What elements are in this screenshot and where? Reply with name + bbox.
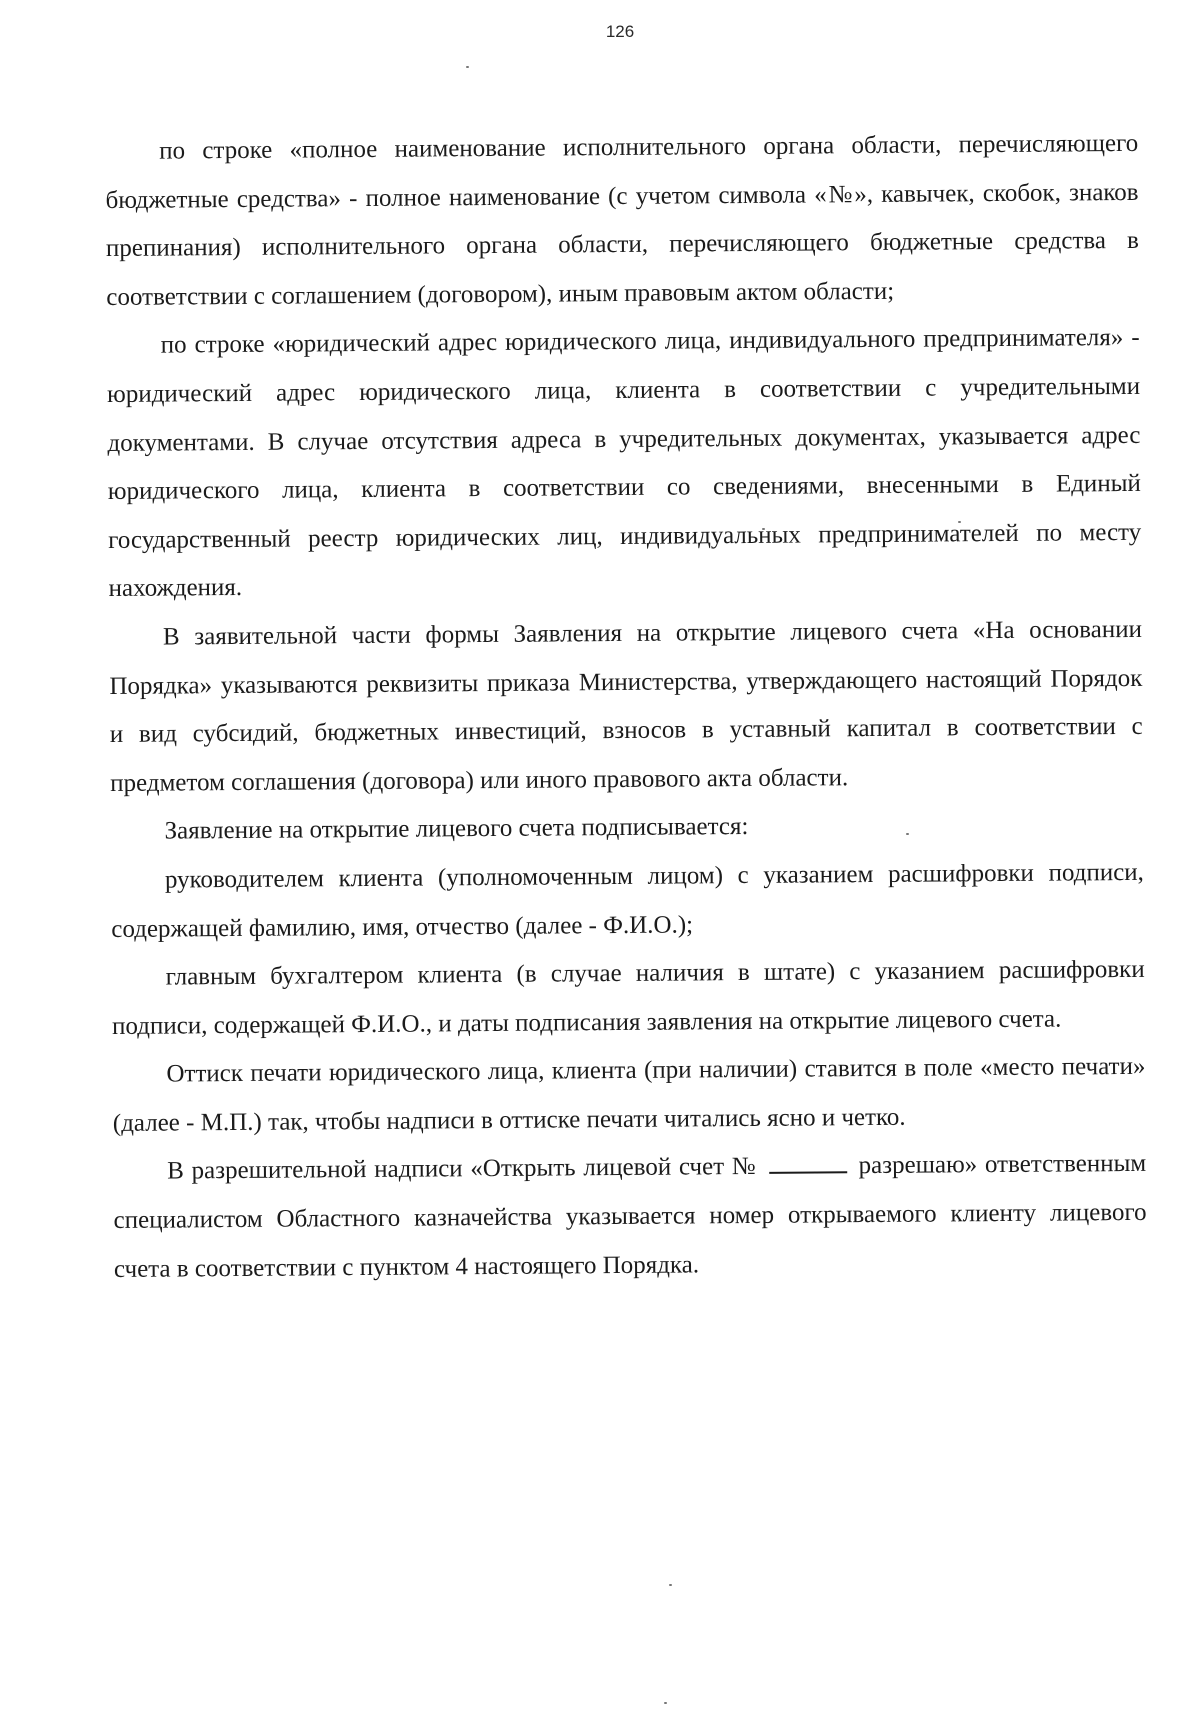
paragraph-declarative-part: В заявительной части формы Заявления на открытие лицевого счета «На основании Порядка» указываются реквизиты приказа Министерства, утверждающего настоящий Порядок и вид субсидий, бюджетных инвестиций, взносов в уставный капитал в соответствии с предметом соглашения (договора) или иного правового акта области. bbox=[109, 615, 1143, 797]
paragraph-org-name: по строке «полное наименование исполнительного органа области, перечисляющего бюджетные средства» - полное наименование (с учетом символа «№», кавычек, скобок, знаков препинания) исполнительного органа области, перечисляющего бюджетные средства в соответствии с соглашением (договором), иным правовым актом области; bbox=[105, 129, 1140, 311]
document-body bbox=[105, 120, 1147, 1294]
paragraph-permit-inscription bbox=[113, 1140, 1147, 1294]
paragraph-signed-by: Заявление на открытие лицевого счета подписывается: bbox=[164, 813, 749, 845]
scan-speck bbox=[669, 1584, 672, 1586]
scan-speck bbox=[664, 1702, 667, 1704]
paragraph-legal-address: по строке «юридический адрес юридического лица, индивидуального предпринимателя» - юридический адрес юридического лица, клиента в соответствии с учредительными документами. В случае отсутствия адреса в учредительных документах, указывается адрес юридического лица, клиента в соответствии со сведениями, внесенными в Единый государственный реестр юридических лиц, индивидуальных предпринимателей по месту нахождения. bbox=[106, 324, 1142, 603]
paragraph-head-signature: руководителем клиента (уполномоченным лицом) с указанием расшифровки подписи, содержащей фамилию, имя, отчество (далее - Ф.И.О.); bbox=[111, 858, 1144, 943]
page-number: 126 bbox=[605, 22, 635, 41]
permit-text-start: В разрешительной надписи «Открыть лицевой счет № bbox=[167, 1153, 758, 1186]
scan-speck bbox=[466, 66, 469, 68]
account-number-blank bbox=[769, 1171, 847, 1175]
paragraph-seal: Оттиск печати юридического лица, клиента (при наличии) ставится в поле «место печати» (далее - М.П.) так, чтобы надписи в оттиске печати читались ясно и четко. bbox=[112, 1053, 1146, 1137]
permit-text-end: разрешаю» ответственным специалистом Областного казначейства указывается номер открываемого клиенту лицевого счета в соответствии с пунктом 4 настоящего Порядка. bbox=[113, 1150, 1147, 1283]
paragraph-accountant-signature: главным бухгалтером клиента (в случае наличия в штате) с указанием расшифровки подписи, содержащей Ф.И.О., и даты подписания заявления на открытие лицевого счета. bbox=[111, 955, 1145, 1040]
